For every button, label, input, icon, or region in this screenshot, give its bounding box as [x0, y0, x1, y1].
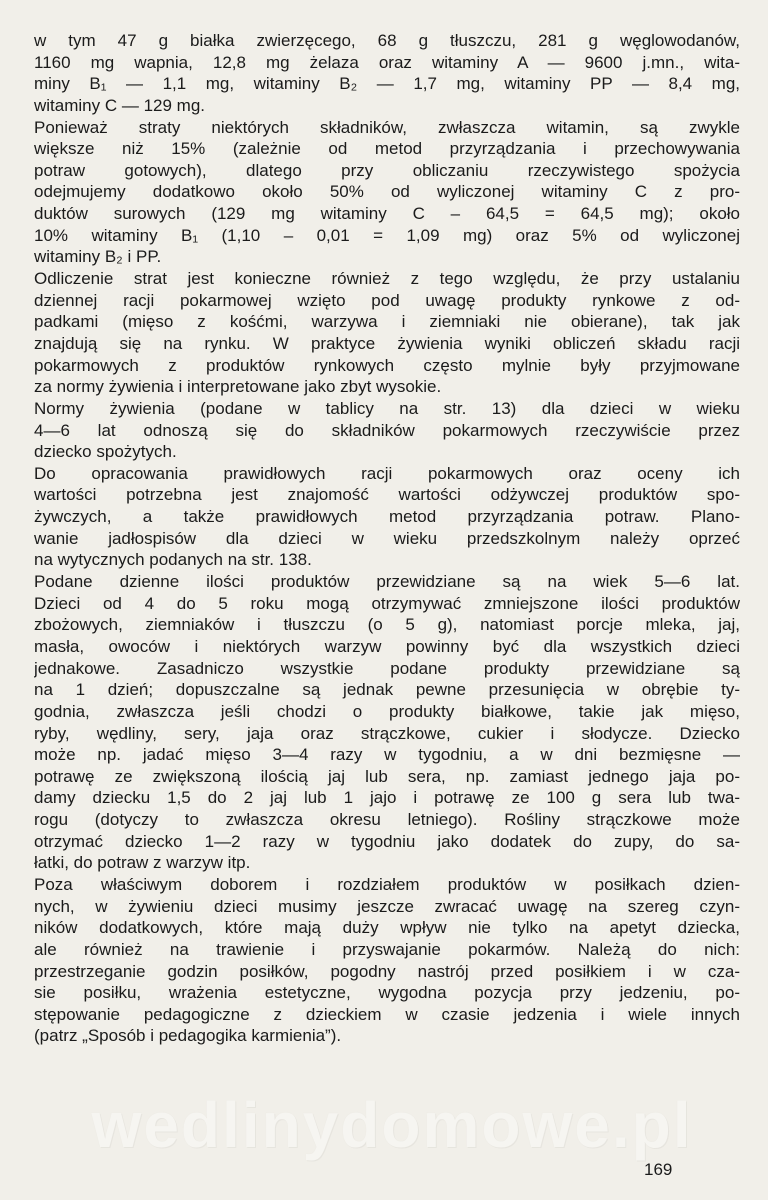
page-number: 169	[644, 1160, 673, 1179]
text-line: wartości potrzebna jest znajomość wartości odżywczej produktów spo-	[34, 485, 740, 505]
text-line: stępowanie pedagogiczne z dzieckiem w czasie jedzenia i wiele innych	[34, 1004, 740, 1024]
text-line: wanie jadłospisów dla dzieci w wieku przedszkolnym należy oprzeć	[34, 528, 740, 548]
text-line: ników dodatkowych, które mają duży wpływ nie tylko na apetyt dziecka,	[34, 918, 740, 938]
body-text	[34, 30, 740, 1047]
text-line: jednakowe. Zasadniczo wszystkie podane produkty przewidziane są	[34, 658, 740, 678]
text-line: damy dziecku 1,5 do 2 jaj lub 1 jajo i potrawę ze 100 g sera lub twa-	[34, 788, 740, 808]
text-line: ryby, wędliny, sery, jaja oraz strączkowe, cukier i słodycze. Dziecko	[34, 723, 740, 743]
text-line: sie posiłku, wrażenia estetyczne, wygodna pozycja przy jedzeniu, po-	[34, 983, 740, 1003]
text-line: dziennej racji pokarmowej wzięto pod uwagę produkty rynkowe z od-	[34, 290, 740, 310]
text-line: za normy żywienia i interpretowane jako zbyt wysokie.	[34, 377, 442, 397]
text-line: Odliczenie strat jest konieczne również z tego względu, że przy ustalaniu	[34, 269, 740, 289]
text-line: znajdują się na rynku. W praktyce żywienia wyniki obliczeń składu racji	[34, 333, 740, 353]
text-line: większe niż 15% (zależnie od metod przyrządzania i przechowywania	[34, 139, 740, 159]
text-line: potraw gotowych), dlatego przy obliczaniu rzeczywistego spożycia	[34, 160, 740, 180]
text-line: padkami (mięso z kośćmi, warzywa i ziemniaki nie obierane), tak jak	[34, 312, 740, 332]
text-line: 10% witaminy B₁ (1,10 – 0,01 = 1,09 mg) oraz 5% od wyliczonej	[34, 225, 740, 245]
text-line: Dzieci od 4 do 5 roku mogą otrzymywać zmniejszone ilości produktów	[34, 593, 740, 613]
text-line: na 1 dzień; dopuszczalne są jednak pewne przesunięcia w obrębie ty-	[34, 680, 740, 700]
text-line: 4—6 lat odnoszą się do składników pokarmowych rzeczywiście przez	[34, 420, 740, 440]
text-line: potrawę ze zwiększoną ilością jaj lub sera, np. zamiast jednego jaja po-	[34, 766, 740, 786]
text-line: godnia, zwłaszcza jeśli chodzi o produkty białkowe, takie jak mięso,	[34, 701, 740, 721]
text-line: na wytycznych podanych na str. 138.	[34, 550, 312, 570]
text-line: otrzymać dziecko 1—2 razy w tygodniu jako dodatek do zupy, do sa-	[34, 831, 740, 851]
text-line: masła, owoców i niektórych warzyw powinny być dla wszystkich dzieci	[34, 636, 740, 656]
text-line: Podane dzienne ilości produktów przewidziane są na wiek 5—6 lat.	[34, 572, 740, 592]
text-line: Normy żywienia (podane w tablicy na str. 13) dla dzieci w wieku	[34, 398, 740, 418]
text-line: 1160 mg wapnia, 12,8 mg żelaza oraz witaminy A — 9600 j.mn., wita-	[34, 52, 740, 72]
text-line: w tym 47 g białka zwierzęcego, 68 g tłuszczu, 281 g węglowodanów,	[34, 31, 740, 50]
text-line: Poza właściwym doborem i rozdziałem produktów w posiłkach dzien-	[34, 874, 740, 894]
text-line: Do opracowania prawidłowych racji pokarmowych oraz oceny ich	[34, 463, 740, 483]
text-line: Ponieważ straty niektórych składników, zwłaszcza witamin, są zwykle	[34, 117, 740, 137]
text-line: (patrz „Sposób i pedagogika karmienia”).	[34, 1026, 342, 1046]
text-line: dziecko spożytych.	[34, 442, 177, 462]
text-line: zbożowych, ziemniaków i tłuszczu (o 5 g), natomiast porcje mleka, jaj,	[34, 615, 740, 635]
text-line: rogu (dotyczy to zwłaszcza okresu letniego). Rośliny strączkowe może	[34, 810, 740, 830]
text-line: nych, w żywieniu dzieci musimy jeszcze zwracać uwagę na szereg czyn-	[34, 896, 740, 916]
text-line: żywczych, a także prawidłowych metod przyrządzania potraw. Plano-	[34, 507, 740, 527]
text-line: może np. jadać mięso 3—4 razy w tygodniu, a w dni bezmięsne —	[34, 745, 740, 765]
text-line: odejmujemy dodatkowo około 50% od wyliczonej witaminy C z pro-	[34, 182, 740, 202]
text-line: witaminy B₂ i PP.	[34, 247, 162, 267]
watermark: wedlinydomowe.pl	[91, 1089, 693, 1161]
text-line: przestrzeganie godzin posiłków, pogodny nastrój przed posiłkiem i w cza-	[34, 961, 740, 981]
text-line: duktów surowych (129 mg witaminy C – 64,5 = 64,5 mg); około	[34, 204, 740, 224]
text-line: ale również na trawienie i przyswajanie pokarmów. Należą do nich:	[34, 939, 740, 959]
text-line: witaminy C — 129 mg.	[34, 95, 205, 115]
text-line: miny B₁ — 1,1 mg, witaminy B₂ — 1,7 mg, witaminy PP — 8,4 mg,	[34, 74, 740, 94]
text-line: pokarmowych z produktów rynkowych często mylnie były przyjmowane	[34, 355, 740, 375]
text-line: łatki, do potraw z warzyw itp.	[34, 853, 251, 873]
